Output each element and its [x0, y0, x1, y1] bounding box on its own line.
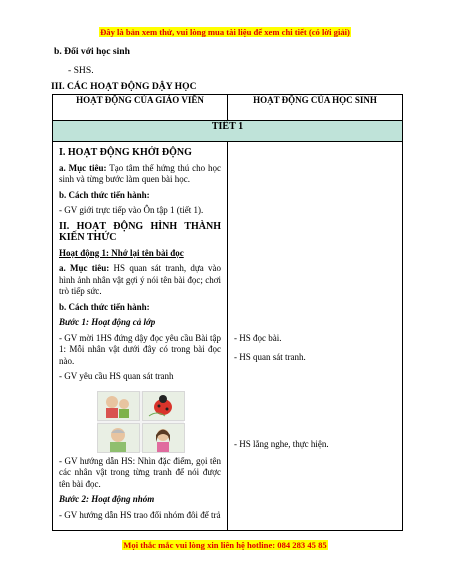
picture-girl-hugging: [97, 391, 140, 421]
table-header-row: [53, 95, 403, 121]
section-iii-heading: III. CÁC HOẠT ĐỘNG DẬY HỌC: [51, 81, 197, 92]
tiet-row: [53, 121, 403, 142]
observe-pictures-instruction: - GV yêu cầu HS quan sát tranh: [59, 371, 174, 381]
tiet-label: TIẾT 1: [53, 121, 403, 142]
objective-label: a. Mục tiêu:: [59, 162, 107, 173]
student-activities: [228, 142, 403, 531]
hotline-banner: [0, 535, 450, 553]
picture-old-man: [97, 423, 140, 453]
preview-banner: [0, 22, 450, 40]
objective-text: Tạo tâm thế hứng thú cho học sinh và từng bước làm quen bài học.: [59, 162, 221, 184]
step-1-instruction: - GV mời 1HS đứng dậy đọc yêu cầu Bài tập 1: Mỗi nhân vật dưới đây có trong bài đọc nào.: [59, 332, 221, 366]
student-read: - HS đọc bài.: [234, 333, 282, 343]
warmup-step: - GV giới trực tiếp vào Ôn tập 1 (tiết 1).: [59, 205, 204, 215]
objective-label: a. Mục tiêu:: [59, 263, 110, 273]
warmup-objective: [59, 163, 221, 186]
preview-banner-text: Đây là bản xem thử, vui lòng mua tài liệu để xem chi tiết (có lời giải): [100, 27, 350, 37]
lesson-plan-table: [52, 94, 403, 531]
warmup-method-heading: b. Cách thức tiến hành:: [59, 189, 150, 200]
student-column-header: HOẠT ĐỘNG CỦA HỌC SINH: [228, 95, 403, 121]
activity-knowledge-heading: II. HOẠT ĐỘNG HÌNH THÀNH KIẾN THỨC: [59, 220, 221, 243]
step-1-heading: Bước 1: Hoạt động cả lớp: [59, 317, 156, 327]
guide-instruction: - GV hướng dẫn HS: Nhìn đặc điểm, gọi tên các nhân vật trong từng tranh để nói được tên bài đọc.: [59, 455, 221, 489]
picture-ladybug: [142, 391, 185, 421]
step-2-heading: Bước 2: Hoạt động nhóm: [59, 494, 155, 504]
activity-warmup-heading: I. HOẠT ĐỘNG KHỞI ĐỘNG: [59, 147, 192, 158]
hotline-banner-text: Mọi thắc mắc vui lòng xin liên hệ hotline: 084 283 45 85: [123, 540, 327, 550]
activity-1-objective: [59, 263, 221, 298]
section-b-heading: b. Đối với học sinh: [54, 46, 130, 57]
activity-1-heading: Hoạt động 1: Nhớ lại tên bài đọc: [59, 247, 184, 258]
picture-girl: [142, 423, 185, 453]
activity-row: [53, 142, 403, 531]
shs-item: - SHS.: [68, 65, 94, 76]
teacher-column-header: HOẠT ĐỘNG CỦA GIÁO VIÊN: [53, 95, 228, 121]
character-pictures: [97, 391, 184, 452]
step-2-instruction: - GV hướng dẫn HS trao đổi nhóm đôi để trả: [59, 509, 221, 520]
student-observe: - HS quan sát tranh.: [234, 352, 306, 362]
teacher-activities: [53, 142, 228, 531]
student-listen: - HS lắng nghe, thực hiện.: [234, 439, 329, 449]
objective-text: HS quan sát tranh, dựa vào hình ảnh nhân vật gợi ý nói tên bài đọc; chơi trò tiếp sức.: [59, 263, 221, 296]
activity-1-method-heading: b. Cách thức tiến hành:: [59, 301, 150, 312]
